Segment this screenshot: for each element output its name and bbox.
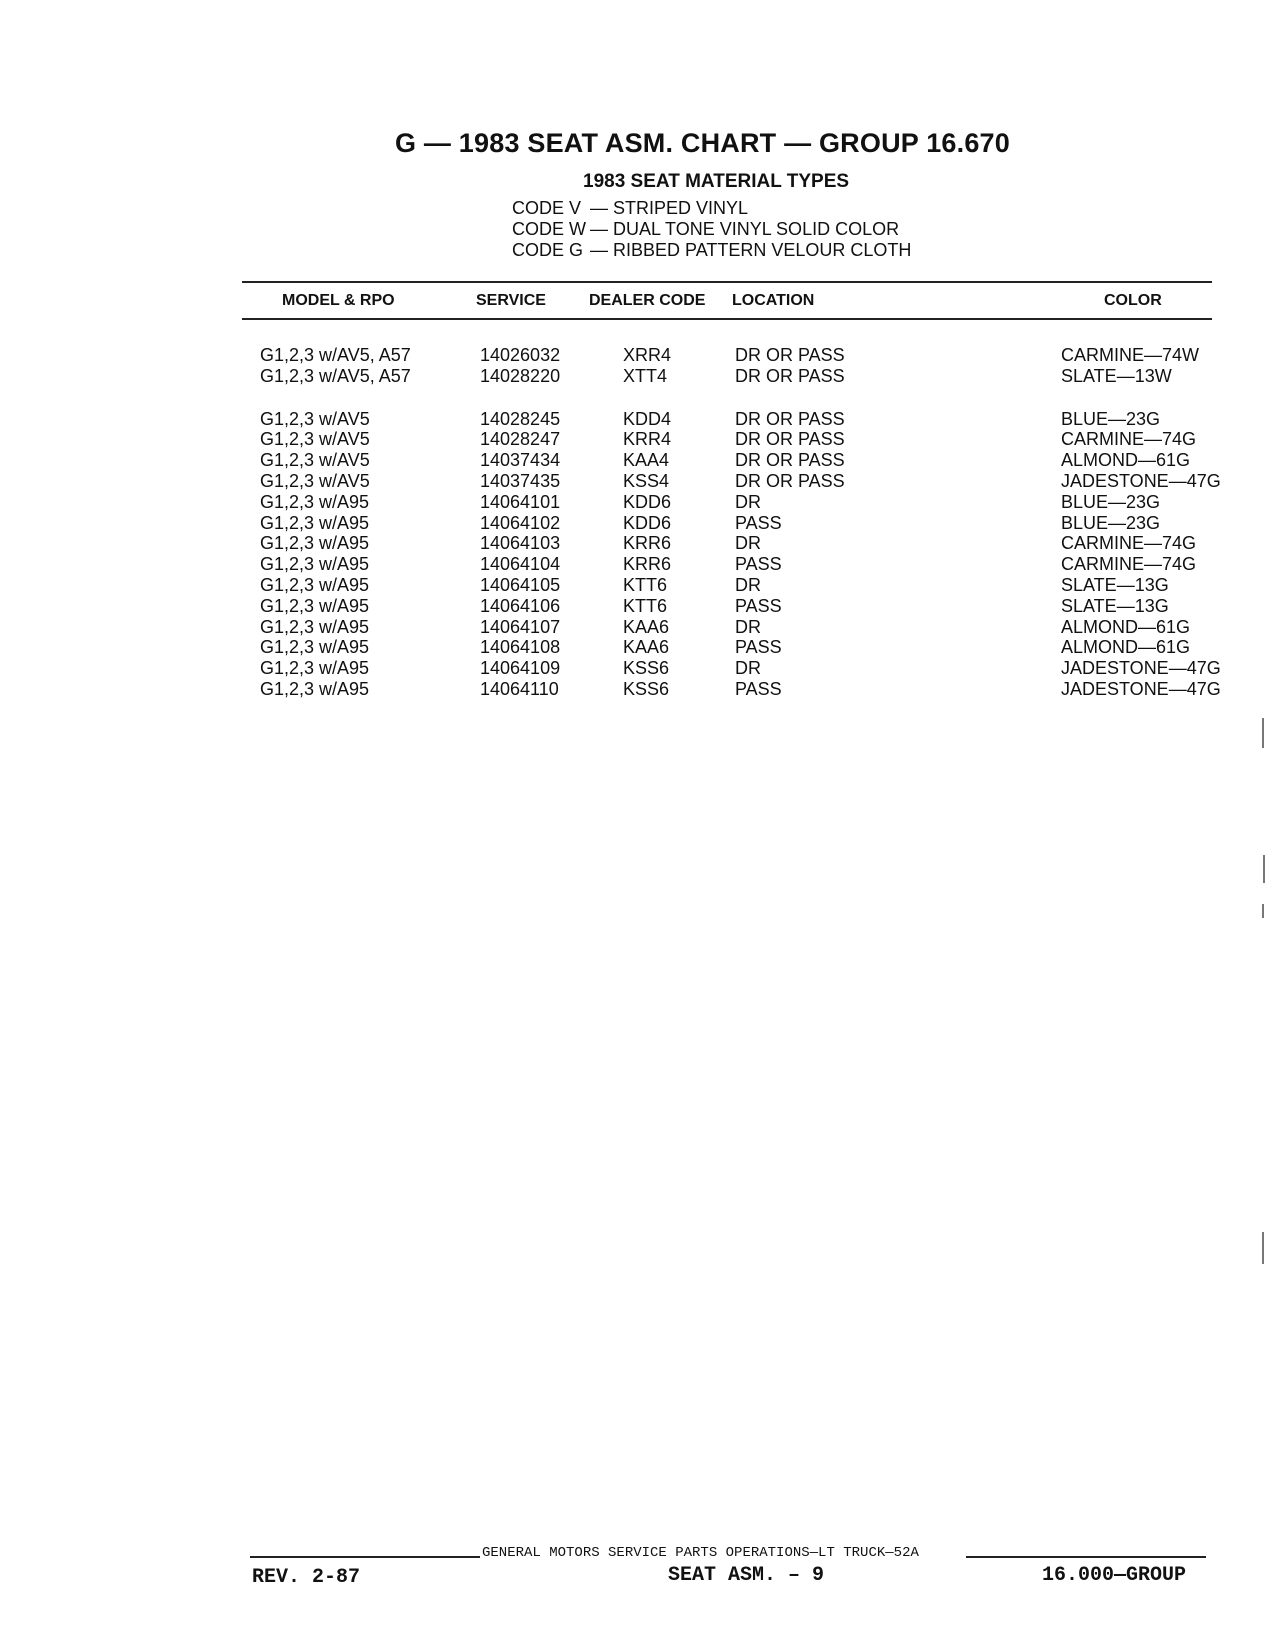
footer-page-number: SEAT ASM. – 9 [668,1564,825,1587]
cell-color: JADESTONE—47G [1061,678,1221,699]
cell-location: DR [735,491,761,512]
cell-dealer-code: KDD6 [623,491,672,512]
footer-rule-left [250,1556,480,1558]
cell-service: 14064106 [480,595,561,616]
cell-dealer-code: KRR4 [623,429,672,450]
cell-service: 14064109 [480,658,561,679]
cell-location: PASS [735,512,782,533]
cell-location: DR [735,616,761,637]
cell-model: G1,2,3 w/A95 [260,491,370,512]
table-row [0,450,1280,471]
cell-dealer-code: KTT6 [623,595,668,616]
page-title: G — 1983 SEAT ASM. CHART — GROUP 16.670 [395,128,1010,158]
material-code-desc: — RIBBED PATTERN VELOUR CLOTH [590,240,912,260]
cell-color: JADESTONE—47G [1061,470,1221,491]
table-row [0,345,1280,366]
table-row [0,596,1280,617]
table-row [0,409,1280,430]
cell-service: 14064105 [480,574,561,595]
cell-service: 14064103 [480,533,561,554]
cell-model: G1,2,3 w/A95 [260,574,370,595]
cell-service: 14064104 [480,554,561,575]
table-row [0,429,1280,450]
cell-location: PASS [735,637,782,658]
scan-speck [1262,718,1264,748]
header-dealer-code: DEALER CODE [589,292,706,309]
cell-model: G1,2,3 w/AV5 [260,470,370,491]
material-code-label: CODE W [512,219,586,239]
footer-operations: GENERAL MOTORS SERVICE PARTS OPERATIONS—LT TRUCK—52A [482,1545,919,1561]
cell-dealer-code: KSS6 [623,678,670,699]
cell-model: G1,2,3 w/AV5 [260,408,370,429]
cell-dealer-code: KRR6 [623,554,672,575]
cell-color: SLATE—13G [1061,574,1169,595]
cell-location: DR OR PASS [735,345,845,365]
footer-group: 16.000—GROUP [1042,1564,1187,1587]
cell-service: 14037435 [480,470,561,491]
material-code-desc: — DUAL TONE VINYL SOLID COLOR [590,219,900,239]
cell-service: 14064101 [480,491,561,512]
cell-service: 14064107 [480,616,561,637]
cell-model: G1,2,3 w/A95 [260,512,370,533]
header-location: LOCATION [732,292,815,309]
cell-service: 14037434 [480,450,561,471]
cell-model: G1,2,3 w/AV5 [260,450,370,471]
table-row [0,513,1280,534]
table-row [0,637,1280,658]
page-subtitle: 1983 SEAT MATERIAL TYPES [583,171,850,192]
scan-speck [1263,855,1265,883]
cell-model: G1,2,3 w/A95 [260,637,370,658]
cell-model: G1,2,3 w/A95 [260,595,370,616]
table-row [0,554,1280,575]
scan-speck [1262,904,1264,918]
header-service: SERVICE [476,292,546,309]
cell-service: 14028220 [480,365,561,386]
cell-model: G1,2,3 w/A95 [260,554,370,575]
cell-color: CARMINE—74G [1061,533,1197,554]
cell-color: ALMOND—61G [1061,450,1191,471]
cell-dealer-code: KAA6 [623,616,670,637]
cell-color: JADESTONE—47G [1061,658,1221,679]
table-header-rule [242,318,1212,320]
cell-dealer-code: KRR6 [623,533,672,554]
table-row [0,366,1280,387]
footer-revision: REV. 2-87 [252,1566,361,1589]
table-row [0,492,1280,513]
cell-color: SLATE—13G [1061,595,1169,616]
cell-model: G1,2,3 w/AV5, A57 [260,365,411,386]
cell-location: DR [735,574,761,595]
cell-color: CARMINE—74G [1061,429,1197,450]
cell-location: PASS [735,595,782,616]
table-row [0,617,1280,638]
cell-service: 14064108 [480,637,561,658]
material-code-line [512,240,911,261]
table-row [0,533,1280,554]
cell-location: DR OR PASS [735,470,845,491]
table-top-rule [242,281,1212,283]
cell-dealer-code: KSS6 [623,658,670,679]
cell-color: CARMINE—74G [1061,554,1197,575]
table-row [0,575,1280,596]
cell-service: 14064102 [480,512,561,533]
material-codes [512,198,911,261]
table-row [0,679,1280,700]
cell-dealer-code: XRR4 [623,345,672,365]
cell-dealer-code: KDD6 [623,512,672,533]
cell-service: 14028245 [480,408,561,429]
cell-service: 14064110 [480,678,559,699]
header-color: COLOR [1104,292,1162,309]
cell-model: G1,2,3 w/A95 [260,616,370,637]
cell-model: G1,2,3 w/AV5 [260,429,370,450]
table-row [0,471,1280,492]
cell-color: BLUE—23G [1061,512,1161,533]
table-row [0,658,1280,679]
cell-model: G1,2,3 w/AV5, A57 [260,345,411,365]
cell-location: DR [735,533,761,554]
cell-color: ALMOND—61G [1061,637,1191,658]
cell-dealer-code: KDD4 [623,408,672,429]
cell-color: SLATE—13W [1061,365,1172,386]
material-code-line [512,198,911,219]
material-code-line [512,219,911,240]
cell-service: 14028247 [480,429,561,450]
cell-model: G1,2,3 w/A95 [260,658,370,679]
cell-color: ALMOND—61G [1061,616,1191,637]
cell-location: PASS [735,678,782,699]
cell-color: CARMINE—74W [1061,345,1200,365]
material-code-label: CODE V [512,198,582,218]
cell-location: DR OR PASS [735,408,845,429]
cell-location: PASS [735,554,782,575]
cell-color: BLUE—23G [1061,491,1161,512]
header-model: MODEL & RPO [282,292,395,309]
cell-dealer-code: XTT4 [623,365,668,386]
table-body [0,345,1280,700]
cell-model: G1,2,3 w/A95 [260,533,370,554]
cell-location: DR OR PASS [735,365,845,386]
cell-dealer-code: KTT6 [623,574,668,595]
footer-rule-right [966,1556,1206,1558]
cell-dealer-code: KAA4 [623,450,670,471]
cell-color: BLUE—23G [1061,408,1161,429]
cell-location: DR OR PASS [735,429,845,450]
cell-location: DR OR PASS [735,450,845,471]
material-code-label: CODE G [512,240,584,260]
cell-location: DR [735,658,761,679]
scan-speck [1262,1232,1264,1264]
cell-service: 14026032 [480,345,561,365]
cell-model: G1,2,3 w/A95 [260,678,370,699]
cell-dealer-code: KSS4 [623,470,670,491]
material-code-desc: — STRIPED VINYL [590,198,749,218]
cell-dealer-code: KAA6 [623,637,670,658]
